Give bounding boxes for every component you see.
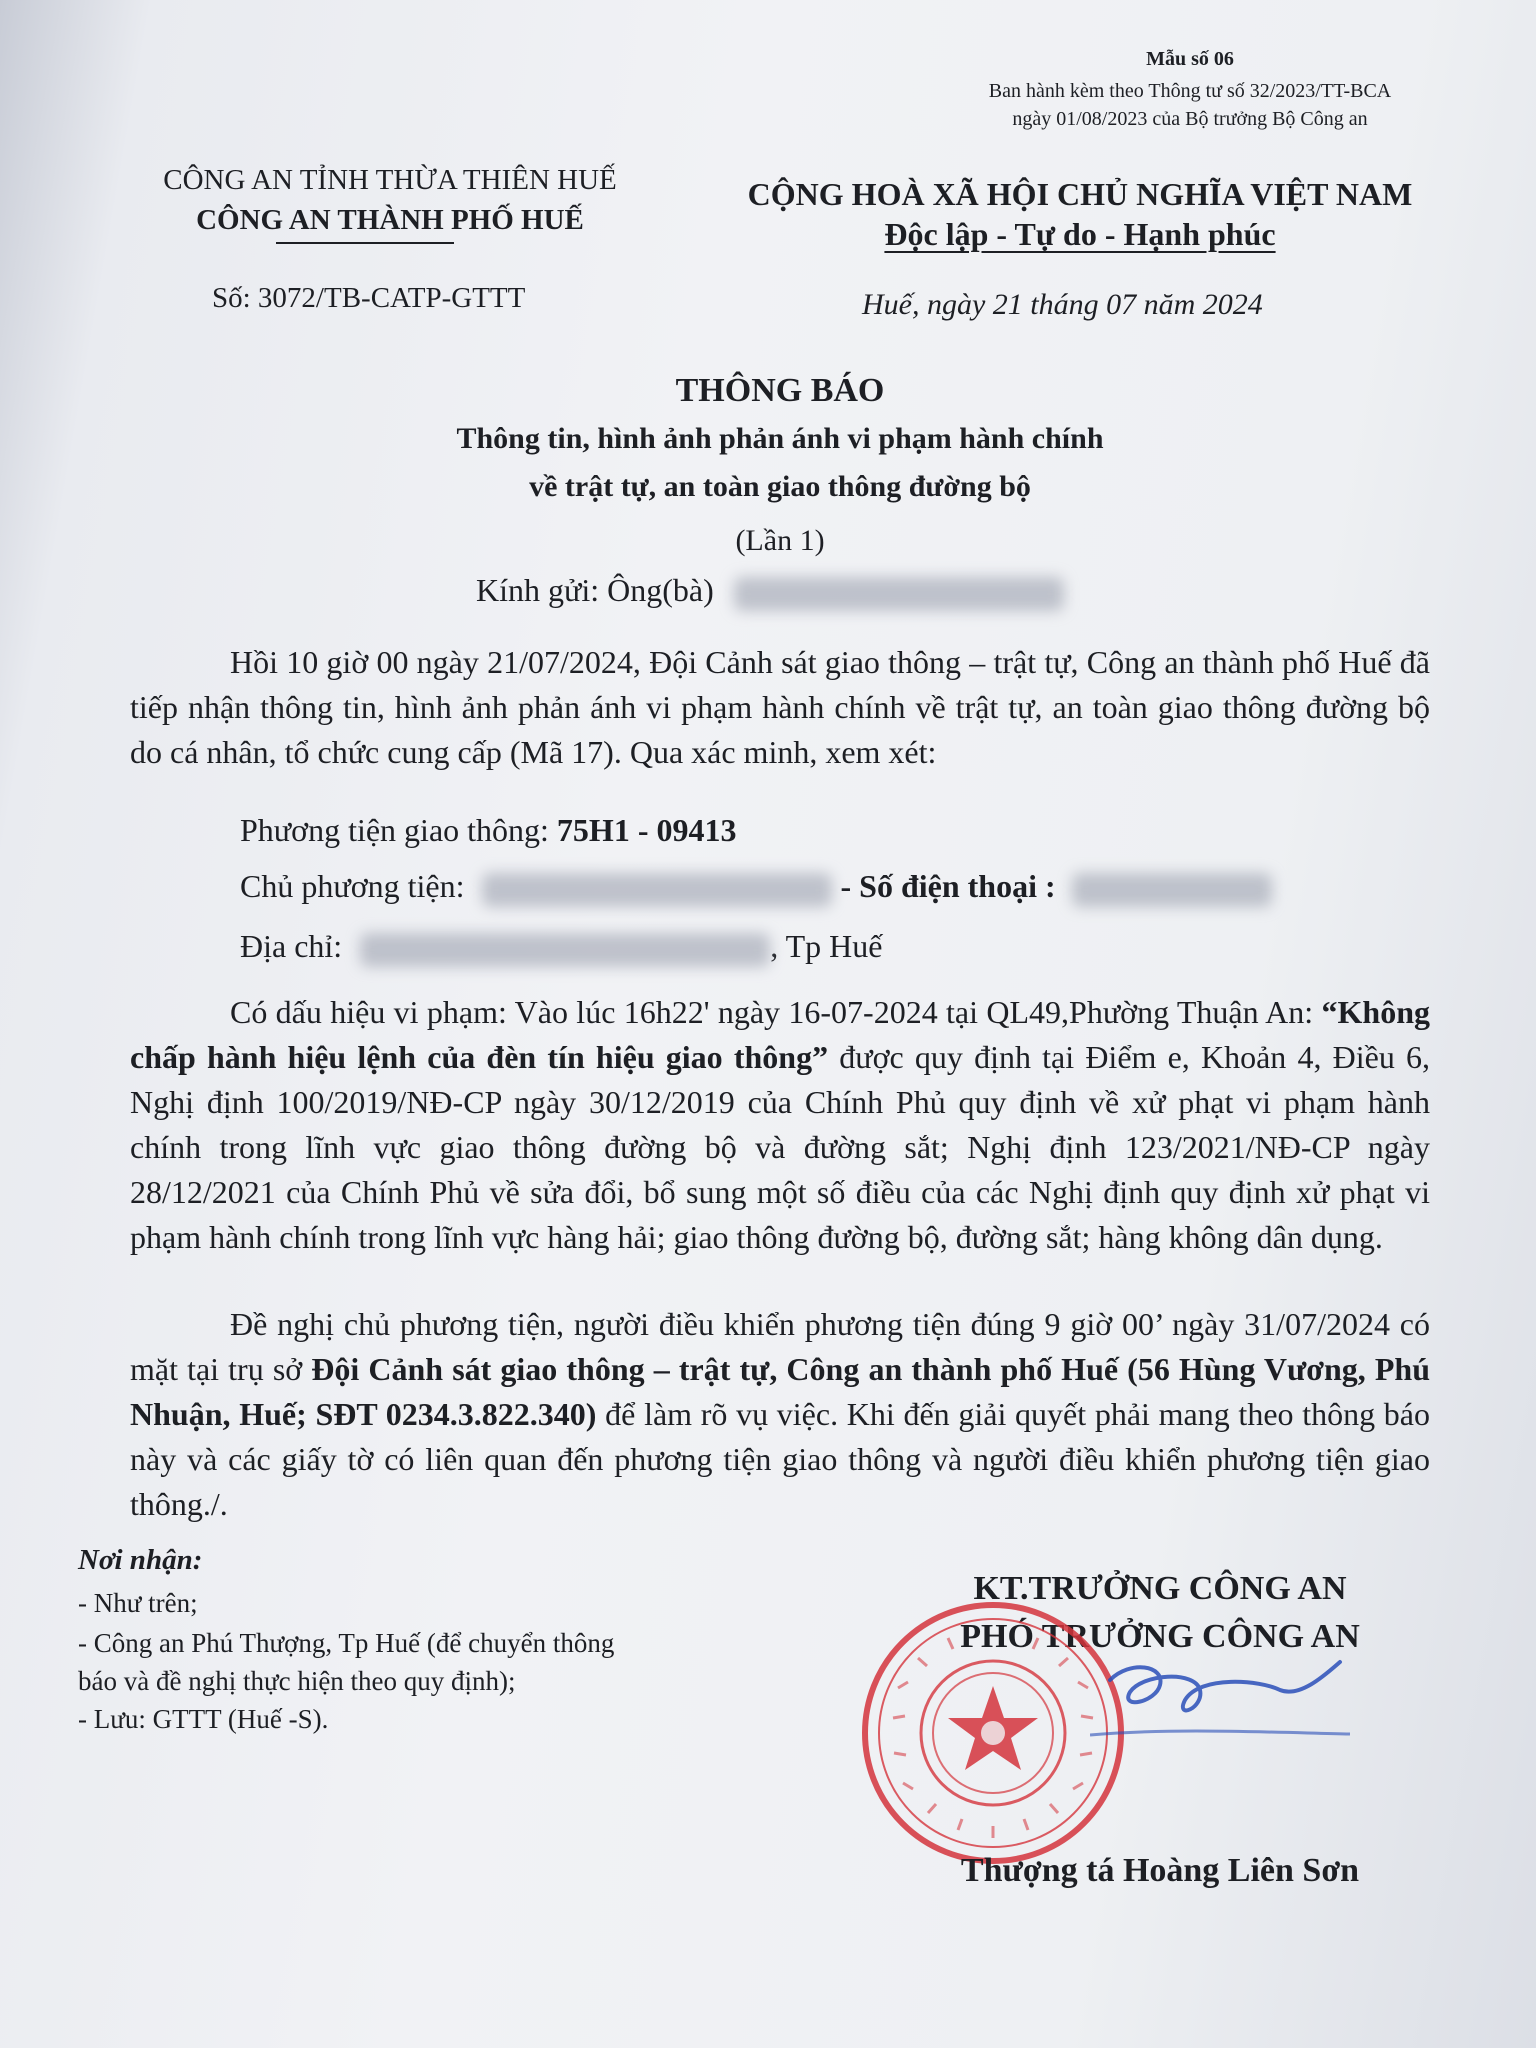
redacted-address xyxy=(360,933,770,967)
redacted-recipient-name xyxy=(734,577,1064,611)
owner-line xyxy=(240,868,1272,907)
vehicle-plate: 75H1 - 09413 xyxy=(556,812,737,848)
official-seal xyxy=(858,1598,1128,1868)
form-issued-line2: ngày 01/08/2023 của Bộ trưởng Bộ Công an xyxy=(1012,108,1368,130)
document-round: (Lần 1) xyxy=(735,524,825,557)
address-line xyxy=(240,928,882,967)
redacted-phone-number xyxy=(1072,873,1272,907)
document-number: Số: 3072/TB-CATP-GTTT xyxy=(212,282,526,314)
owner-label: Chủ phương tiện: xyxy=(240,868,465,904)
vehicle-line xyxy=(240,812,736,849)
place-date: Huế, ngày 21 tháng 07 năm 2024 xyxy=(862,288,1263,321)
national-title: CỘNG HOÀ XÃ HỘI CHỦ NGHĨA VIỆT NAM xyxy=(747,176,1413,212)
form-issued-line1: Ban hành kèm theo Thông tư số 32/2023/TT-BCA xyxy=(988,80,1392,102)
police-office-address: Đội Cảnh sát giao thông – trật tự, Công an thành phố Huế (56 Hùng Vương, Phú Nhuận, Huế; SĐT 0234.3.822.340) xyxy=(130,1351,1431,1432)
address-label: Địa chỉ: xyxy=(240,928,343,964)
request-paragraph xyxy=(130,1302,1430,1527)
phone-label: - Số điện thoại : xyxy=(840,868,1056,904)
signer-name: Thượng tá Hoàng Liên Sơn xyxy=(960,1852,1360,1889)
request-text: Đề nghị chủ phương tiện, người điều khiển phương tiện đúng 9 giờ 00’ ngày 31/07/2024 có mặt tại trụ sở Đội Cảnh sát giao thông – trật tự, Công an thành phố Huế (56 Hùng Vương, Phú Nhuận, Huế; SĐT 0234.3.822.340) để làm rõ vụ việc. Khi đến giải quyết phải mang theo thông báo này và các giấy tờ có liên quan đến phương tiện giao thông và người điều khiển phương tiện giao thông./. xyxy=(130,1306,1431,1522)
vehicle-label: Phương tiện giao thông: xyxy=(240,812,549,848)
recipient-item-2-line1: - Công an Phú Thượng, Tp Huế (để chuyển thông xyxy=(78,1628,615,1658)
violation-description: “Không chấp hành hiệu lệnh của đèn tín hiệu giao thông” xyxy=(130,994,1430,1075)
national-motto: Độc lập - Tự do - Hạnh phúc xyxy=(884,216,1276,252)
signature-line2: PHÓ TRƯỞNG CÔNG AN xyxy=(960,1618,1360,1655)
recipient-item-1: - Như trên; xyxy=(78,1588,198,1618)
form-number: Mẫu số 06 xyxy=(1146,48,1234,70)
agency-parent: CÔNG AN TỈNH THỪA THIÊN HUẾ xyxy=(163,164,617,196)
intro-paragraph xyxy=(130,640,1430,775)
address-city: , Tp Huế xyxy=(770,928,883,964)
handwritten-signature xyxy=(1090,1640,1350,1750)
violation-text: Có dấu hiệu vi phạm: Vào lúc 16h22' ngày 16-07-2024 tại QL49,Phường Thuận An: “Không chấp hành hiệu lệnh của đèn tín hiệu giao thông” được quy định tại Điểm e, Khoản 4, Điều 6, Nghị định 100/2019/NĐ-CP ngày 30/12/2019 của Chính Phủ quy định về xử phạt vi phạm hành chính trong lĩnh vực giao thông đường bộ và đường sắt; Nghị định 123/2021/NĐ-CP ngày 28/12/2021 của Chính Phủ về sửa đổi, bổ sung một số điều của các Nghị định quy định xử phạt vi phạm hành chính trong lĩnh vực hàng hải; giao thông đường bộ, đường sắt; hàng không dân dụng. xyxy=(130,994,1431,1255)
agency-name: CÔNG AN THÀNH PHỐ HUẾ xyxy=(196,204,584,236)
recipients-heading: Nơi nhận: xyxy=(78,1544,203,1576)
signature-line1: KT.TRƯỞNG CÔNG AN xyxy=(973,1570,1347,1607)
intro-text: Hồi 10 giờ 00 ngày 21/07/2024, Đội Cảnh sát giao thông – trật tự, Công an thành phố Huế đã tiếp nhận thông tin, hình ảnh phản ánh vi phạm hành chính về trật tự, an toàn giao thông đường bộ do cá nhân, tổ chức cung cấp (Mã 17). Qua xác minh, xem xét: xyxy=(130,644,1430,770)
document-title: THÔNG BÁO xyxy=(675,372,885,409)
recipient-item-3: - Lưu: GTTT (Huế -S). xyxy=(78,1704,329,1734)
recipient-item-2-line2: báo và đề nghị thực hiện theo quy định); xyxy=(78,1666,516,1696)
violation-paragraph xyxy=(130,990,1430,1260)
recipient-line xyxy=(476,572,1064,611)
recipient-label: Kính gửi: Ông(bà) xyxy=(476,572,714,608)
agency-underline xyxy=(276,242,454,244)
document-subtitle-line2: về trật tự, an toàn giao thông đường bộ xyxy=(529,470,1031,503)
redacted-owner-name xyxy=(482,873,832,907)
document-subtitle-line1: Thông tin, hình ảnh phản ánh vi phạm hành chính xyxy=(456,422,1104,455)
